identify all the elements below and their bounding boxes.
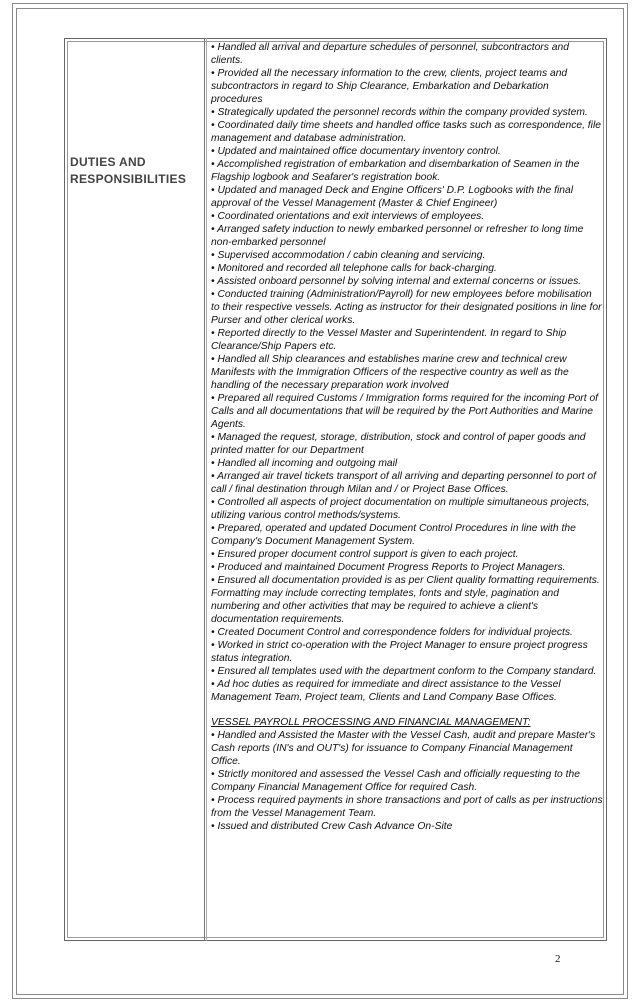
bullet-item: • Process required payments in shore transactions and port of calls as per instructions from the Vessel Management Team. (211, 795, 603, 819)
bullet-item: • Managed the request, storage, distribution, stock and control of paper goods and printed matter for our Department (211, 432, 586, 456)
section-label: DUTIES AND RESPONSIBILITIES (70, 155, 187, 186)
bullet-item: • Coordinated daily time sheets and handled office tasks such as correspondence, file management and database administration. (211, 120, 601, 144)
bullet-item: • Monitored and recorded all telephone calls for back-charging. (211, 263, 497, 274)
bullet-item: • Updated and maintained office documentary inventory control. (211, 146, 501, 157)
bullet-item: • Ad hoc duties as required for immediate and direct assistance to the Vessel Management Team, Project team, Clients and Land Company Base Offices. (211, 679, 561, 703)
bullet-item: • Controlled all aspects of project documentation on multiple simultaneous projects, utilizing various control methods/systems. (211, 497, 590, 521)
bullet-item: • Provided all the necessary information to the crew, clients, project teams and subcontractors in regard to Ship Clearance, Embarkation and Debarkation procedures (211, 68, 568, 105)
bullet-item: • Arranged air travel tickets transport of all arriving and departing personnel to port of call / final destination through Milan and / or Project Base Offices. (211, 471, 596, 495)
bullet-item: • Coordinated orientations and exit interviews of employees. (211, 211, 485, 222)
bullet-item: • Updated and managed Deck and Engine Officers' D.P. Logbooks with the final approval of the Vessel Management (Master & Chief Engineer) (211, 185, 573, 209)
bullet-item: • Handled all incoming and outgoing mail (211, 458, 398, 469)
bullet-item: • Accomplished registration of embarkation and disembarkation of Seamen in the Flagship logbook and Seafarer's registration book. (211, 159, 580, 183)
bullet-item: • Ensured proper document control support is given to each project. (211, 549, 519, 560)
table-column-divider (204, 38, 207, 941)
bullet-item: • Assisted onboard personnel by solving internal and external concerns or issues. (211, 276, 582, 287)
bullet-item: • Strictly monitored and assessed the Vessel Cash and officially requesting to the Company Financial Management Office for required Cash. (211, 769, 580, 793)
bullet-item: • Issued and distributed Crew Cash Advance On-Site (211, 821, 453, 832)
bullet-item: • Handled all arrival and departure schedules of personnel, subcontractors and clients. (211, 42, 569, 66)
bullet-item: • Arranged safety induction to newly embarked personnel or refresher to long time non-embarked personnel (211, 224, 584, 248)
bullet-item: • Produced and maintained Document Progress Reports to Project Managers. (211, 562, 566, 573)
bullet-item: • Strategically updated the personnel records within the company provided system. (211, 107, 588, 118)
bullet-item: • Ensured all documentation provided is as per Client quality formatting requirements. Formatting may include correcting templates, fonts and style, pagination and numbering and other activities that may be required to achieve a client's documentation requirements. (211, 575, 600, 625)
bullet-item: • Conducted training (Administration/Payroll) for new employees before mobilisation to their respective vessels. Acting as instructor for their designated positions in line for Purser and other clerical works. (211, 289, 602, 326)
payroll-list (211, 729, 603, 833)
bullet-item: • Worked in strict co-operation with the Project Manager to ensure project progress status integration. (211, 640, 588, 664)
bullet-item: • Reported directly to the Vessel Master and Superintendent. In regard to Ship Clearance/Ship Papers etc. (211, 328, 567, 352)
bullet-item: • Supervised accommodation / cabin cleaning and servicing. (211, 250, 486, 261)
bullet-item: • Created Document Control and correspondence folders for individual projects. (211, 627, 573, 638)
page-number: 2 (555, 953, 561, 965)
duties-content (211, 41, 603, 833)
bullet-item: • Prepared all required Customs / Immigration forms required for the incoming Port of Calls and all documentations that will be required by the Port Authorities and Marine Agents. (211, 393, 599, 430)
duties-list (211, 41, 603, 704)
bullet-item: • Ensured all templates used with the department conform to the Company standard. (211, 666, 597, 677)
bullet-item: • Handled and Assisted the Master with the Vessel Cash, audit and prepare Master's Cash reports (IN's and OUT's) for issuance to Company Financial Management Office. (211, 730, 596, 767)
bullet-item: • Handled all Ship clearances and establishes marine crew and technical crew Manifests with the Immigration Officers of the respective country as well as the handling of the necessary preparation work involved (211, 354, 569, 391)
bullet-item: • Prepared, operated and updated Document Control Procedures in line with the Company's Document Management System. (211, 523, 576, 547)
payroll-section-title: VESSEL PAYROLL PROCESSING AND FINANCIAL MANAGEMENT: (211, 717, 531, 728)
